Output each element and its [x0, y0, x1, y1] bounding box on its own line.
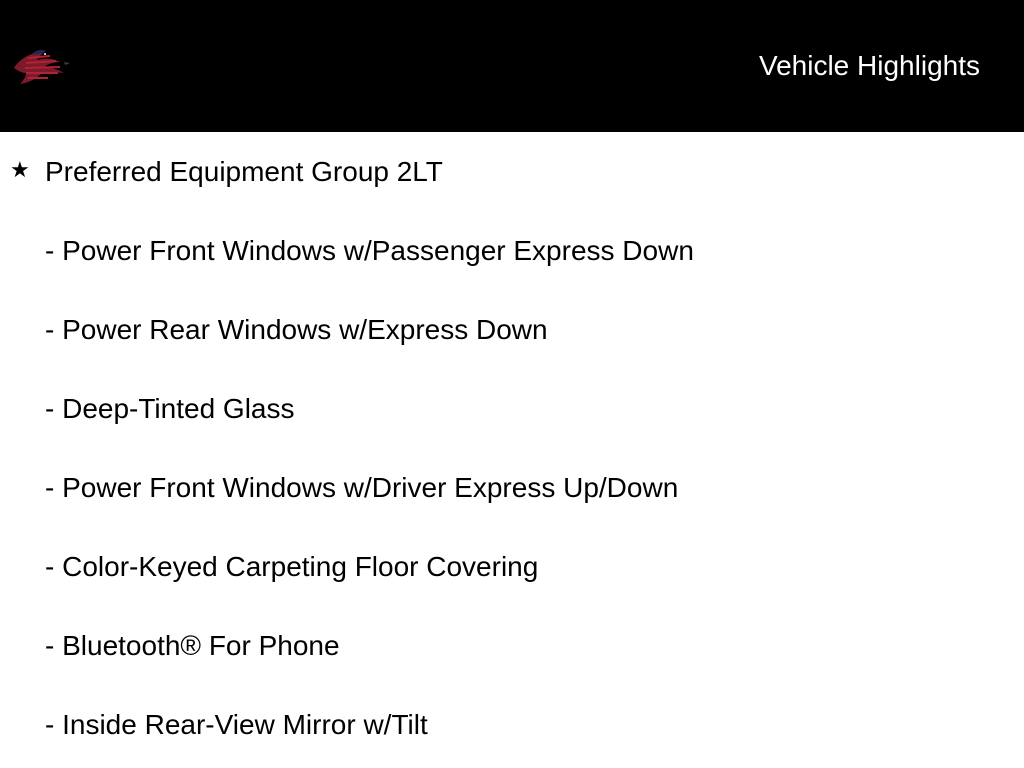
page-title: Vehicle Highlights	[758, 50, 980, 81]
header-bar	[0, 0, 1024, 132]
list-item-label: - Color-Keyed Carpeting Floor Covering	[45, 551, 539, 582]
heading-label: Preferred Equipment Group 2LT	[45, 156, 443, 187]
list-item-label: - Power Front Windows w/Driver Express Up/Down	[45, 472, 679, 503]
list-item-label: - Deep-Tinted Glass	[45, 393, 295, 424]
list-item-label: - Power Rear Windows w/Express Down	[45, 314, 548, 345]
list-item-label: - Bluetooth® For Phone	[45, 630, 340, 661]
list-item-label: - Power Front Windows w/Passenger Express Down	[45, 235, 694, 266]
highlights-list	[0, 132, 1024, 768]
eagle-flag-logo-icon	[10, 46, 72, 86]
star-icon: ★	[10, 157, 30, 182]
list-item-label: - Inside Rear-View Mirror w/Tilt	[45, 709, 428, 740]
